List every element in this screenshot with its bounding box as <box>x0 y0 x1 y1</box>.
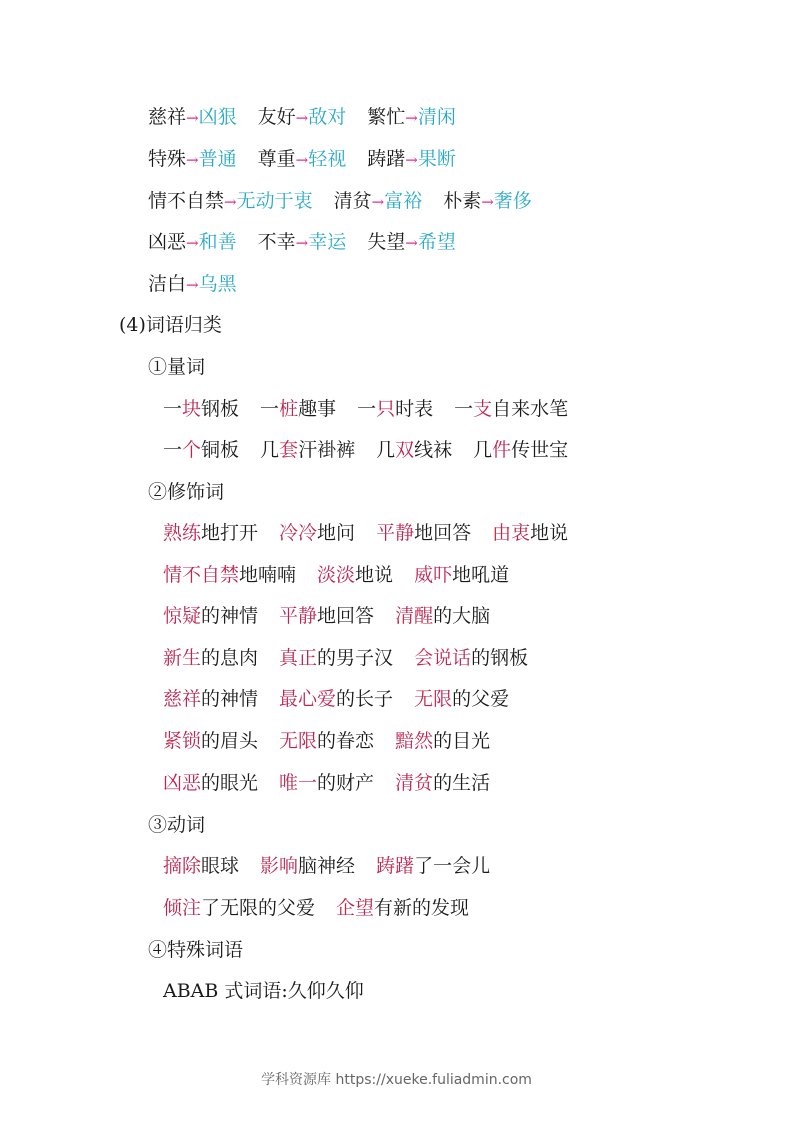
modifier-rest: 地说 <box>355 564 394 586</box>
antonym-row <box>148 271 258 298</box>
antonym-opposite: 和善 <box>198 231 237 253</box>
verb-rest: 有新的发现 <box>374 897 470 919</box>
modifier-phrase <box>279 605 374 627</box>
modifier-word: 唯一 <box>279 772 318 794</box>
arrow-icon: → <box>481 193 494 211</box>
modifier-phrase <box>163 605 258 627</box>
antonym-row <box>148 188 553 215</box>
antonym-pair <box>148 148 237 170</box>
noun: 铜板 <box>201 439 240 461</box>
measure-word: 件 <box>492 439 512 461</box>
modifier-phrase <box>414 688 509 710</box>
measure-word-phrase <box>163 398 239 420</box>
modifier-phrase <box>163 730 258 752</box>
antonym-row <box>148 104 477 131</box>
antonym-opposite: 凶狠 <box>198 106 237 128</box>
modifier-rest: 地回答 <box>317 605 375 627</box>
modifier-rest: 的父爱 <box>452 688 510 710</box>
measure-word-phrase <box>163 439 239 461</box>
antonym-word: 尊重 <box>257 148 296 170</box>
modifier-phrase <box>279 647 393 669</box>
measure-word: 桩 <box>279 398 299 420</box>
modifier-row <box>163 520 589 546</box>
antonym-pair <box>148 273 237 295</box>
modifier-rest: 的男子汉 <box>317 647 394 669</box>
numeral: 几 <box>376 439 396 461</box>
noun: 趣事 <box>298 398 337 420</box>
antonym-word: 情不自禁 <box>148 190 225 212</box>
antonym-opposite: 果断 <box>417 148 456 170</box>
verb-phrase <box>260 855 355 877</box>
modifier-row <box>163 686 530 712</box>
modifier-rest: 的钢板 <box>471 647 529 669</box>
arrow-icon: → <box>224 193 237 211</box>
antonym-pair <box>258 106 347 128</box>
modifier-phrase <box>492 522 568 544</box>
modifier-rest: 的眉头 <box>201 730 259 752</box>
modifier-row <box>163 645 549 671</box>
modifier-word: 熟练 <box>163 522 202 544</box>
verb-word: 企望 <box>336 897 375 919</box>
modifier-word: 威吓 <box>414 564 453 586</box>
measure-word-phrase <box>473 439 568 461</box>
antonym-word: 特殊 <box>148 148 187 170</box>
noun: 时表 <box>395 398 434 420</box>
antonym-word: 慈祥 <box>148 106 187 128</box>
modifier-phrase <box>163 522 258 544</box>
modifier-word: 黯然 <box>395 730 434 752</box>
modifier-rest: 的长子 <box>336 688 394 710</box>
noun: 传世宝 <box>511 439 569 461</box>
modifier-word: 凶恶 <box>163 772 202 794</box>
measure-word: 支 <box>473 398 493 420</box>
modifier-word: 无限 <box>279 730 318 752</box>
antonym-word: 繁忙 <box>367 106 406 128</box>
antonym-word: 朴素 <box>443 190 482 212</box>
modifier-rest: 地打开 <box>201 522 259 544</box>
verb-word: 倾注 <box>163 897 202 919</box>
verb-word: 摘除 <box>163 855 202 877</box>
modifier-word: 冷冷 <box>279 522 318 544</box>
modifier-word: 平静 <box>279 605 318 627</box>
arrow-icon: → <box>405 109 418 127</box>
antonym-pair <box>367 106 456 128</box>
verb-row <box>163 853 511 879</box>
antonym-opposite: 富裕 <box>384 190 423 212</box>
verb-phrase <box>336 897 469 919</box>
verb-phrase <box>376 855 490 877</box>
numeral: 一 <box>260 398 280 420</box>
antonym-opposite: 无动于衷 <box>236 190 313 212</box>
modifier-rest: 的神情 <box>201 688 259 710</box>
arrow-icon: → <box>186 109 199 127</box>
antonym-word: 洁白 <box>148 273 187 295</box>
measure-word-phrase <box>260 398 336 420</box>
antonym-opposite: 乌黑 <box>198 273 237 295</box>
verb-phrase <box>163 855 239 877</box>
antonym-opposite: 幸运 <box>308 231 347 253</box>
arrow-icon: → <box>295 151 309 169</box>
modifier-phrase <box>163 564 296 586</box>
antonym-pair <box>258 148 347 170</box>
modifier-rest: 的眷恋 <box>317 730 375 752</box>
verb-rest: 了一会儿 <box>414 855 491 877</box>
modifier-phrase <box>279 730 374 752</box>
modifier-phrase <box>376 522 471 544</box>
modifier-word: 惊疑 <box>163 605 202 627</box>
modifier-phrase <box>163 647 258 669</box>
antonym-word: 不幸 <box>257 231 296 253</box>
antonym-pair <box>334 190 423 212</box>
antonym-word: 踌躇 <box>367 148 406 170</box>
antonym-opposite: 敌对 <box>308 106 347 128</box>
antonym-opposite: 普通 <box>198 148 237 170</box>
antonym-opposite: 清闲 <box>417 106 456 128</box>
modifier-word: 清贫 <box>395 772 434 794</box>
section-title: (4)词语归类 <box>119 314 222 336</box>
noun: 汗褂裤 <box>298 439 356 461</box>
special-title: ④特殊词语 <box>148 939 244 961</box>
modifier-word: 平静 <box>376 522 415 544</box>
footer-watermark: 学科资源库 https://xueke.fuliadmin.com <box>261 1072 532 1088</box>
modifier-phrase <box>163 772 258 794</box>
modifier-word: 真正 <box>279 647 318 669</box>
modifier-phrase <box>414 564 509 586</box>
modifier-phrase <box>395 772 490 794</box>
measure-word-row <box>163 396 589 422</box>
modifier-word: 淡淡 <box>317 564 356 586</box>
antonym-word: 失望 <box>367 231 406 253</box>
modifier-phrase <box>163 688 258 710</box>
noun: 线袜 <box>414 439 453 461</box>
modifier-phrase <box>317 564 393 586</box>
antonym-opposite: 奢侈 <box>493 190 532 212</box>
modifier-rest: 的神情 <box>201 605 259 627</box>
modifier-rest: 的生活 <box>433 772 491 794</box>
measure-word-phrase <box>454 398 568 420</box>
antonym-opposite: 轻视 <box>308 148 347 170</box>
numeral: 一 <box>163 398 183 420</box>
modifier-word: 慈祥 <box>163 688 202 710</box>
modifier-word: 无限 <box>414 688 453 710</box>
modifier-row <box>163 728 511 754</box>
measure-word-phrase <box>260 439 355 461</box>
modifier-row <box>163 562 530 588</box>
antonym-pair <box>258 231 347 253</box>
modifier-phrase <box>279 688 393 710</box>
verb-word: 影响 <box>260 855 299 877</box>
noun: 自来水笔 <box>492 398 569 420</box>
verb-rest: 眼球 <box>201 855 240 877</box>
antonym-opposite: 希望 <box>417 231 456 253</box>
antonym-pair <box>367 231 456 253</box>
arrow-icon: → <box>371 193 385 211</box>
modifiers-title: ②修饰词 <box>148 481 225 503</box>
measure-word-row <box>163 437 589 463</box>
measure-word: 个 <box>182 439 202 461</box>
modifier-phrase <box>279 772 374 794</box>
antonym-row <box>148 229 477 256</box>
antonym-row <box>148 146 477 173</box>
modifier-rest: 地回答 <box>414 522 472 544</box>
modifier-row <box>163 603 511 629</box>
verb-rest: 了无限的父爱 <box>201 897 316 919</box>
modifier-rest: 的眼光 <box>201 772 259 794</box>
modifier-rest: 地问 <box>317 522 356 544</box>
modifier-phrase <box>414 647 528 669</box>
modifier-word: 情不自禁 <box>163 564 240 586</box>
numeral: 一 <box>454 398 474 420</box>
numeral: 几 <box>473 439 493 461</box>
arrow-icon: → <box>186 234 199 252</box>
verb-row <box>163 895 490 921</box>
modifier-rest: 地说 <box>530 522 569 544</box>
verb-rest: 脑神经 <box>298 855 356 877</box>
numeral: 一 <box>357 398 377 420</box>
measure-word-phrase <box>376 439 452 461</box>
verbs-title: ③动词 <box>148 814 206 836</box>
measure-word: 套 <box>279 439 299 461</box>
modifier-word: 紧锁 <box>163 730 202 752</box>
verb-phrase <box>163 897 315 919</box>
modifier-rest: 的目光 <box>433 730 491 752</box>
antonym-pair <box>148 190 313 212</box>
antonym-word: 友好 <box>257 106 296 128</box>
numeral: 一 <box>163 439 183 461</box>
arrow-icon: → <box>186 276 199 294</box>
arrow-icon: → <box>295 234 309 252</box>
modifier-word: 会说话 <box>414 647 472 669</box>
antonym-pair <box>443 190 532 212</box>
antonym-pair <box>148 231 237 253</box>
modifier-phrase <box>279 522 355 544</box>
arrow-icon: → <box>295 109 309 127</box>
measure-word: 双 <box>395 439 415 461</box>
arrow-icon: → <box>405 234 418 252</box>
modifier-row <box>163 770 511 796</box>
antonym-pair <box>148 106 237 128</box>
modifier-rest: 的息肉 <box>201 647 259 669</box>
modifier-word: 清醒 <box>395 605 434 627</box>
modifier-rest: 的大脑 <box>433 605 491 627</box>
measure-words-title: ①量词 <box>148 356 206 378</box>
modifier-phrase <box>395 730 490 752</box>
noun: 钢板 <box>201 398 240 420</box>
verb-word: 踌躇 <box>376 855 415 877</box>
measure-word-phrase <box>357 398 433 420</box>
modifier-word: 最心爱 <box>279 688 337 710</box>
measure-word: 块 <box>182 398 202 420</box>
modifier-rest: 地吼道 <box>452 564 510 586</box>
modifier-phrase <box>395 605 490 627</box>
arrow-icon: → <box>186 151 199 169</box>
antonym-pair <box>367 148 456 170</box>
measure-word: 只 <box>376 398 396 420</box>
modifier-rest: 地喃喃 <box>239 564 297 586</box>
arrow-icon: → <box>405 151 418 169</box>
modifier-word: 由衷 <box>492 522 531 544</box>
antonym-word: 凶恶 <box>148 231 187 253</box>
numeral: 几 <box>260 439 280 461</box>
modifier-word: 新生 <box>163 647 202 669</box>
antonym-word: 清贫 <box>333 190 372 212</box>
special-text: ABAB 式词语:久仰久仰 <box>163 980 364 1002</box>
modifier-rest: 的财产 <box>317 772 375 794</box>
